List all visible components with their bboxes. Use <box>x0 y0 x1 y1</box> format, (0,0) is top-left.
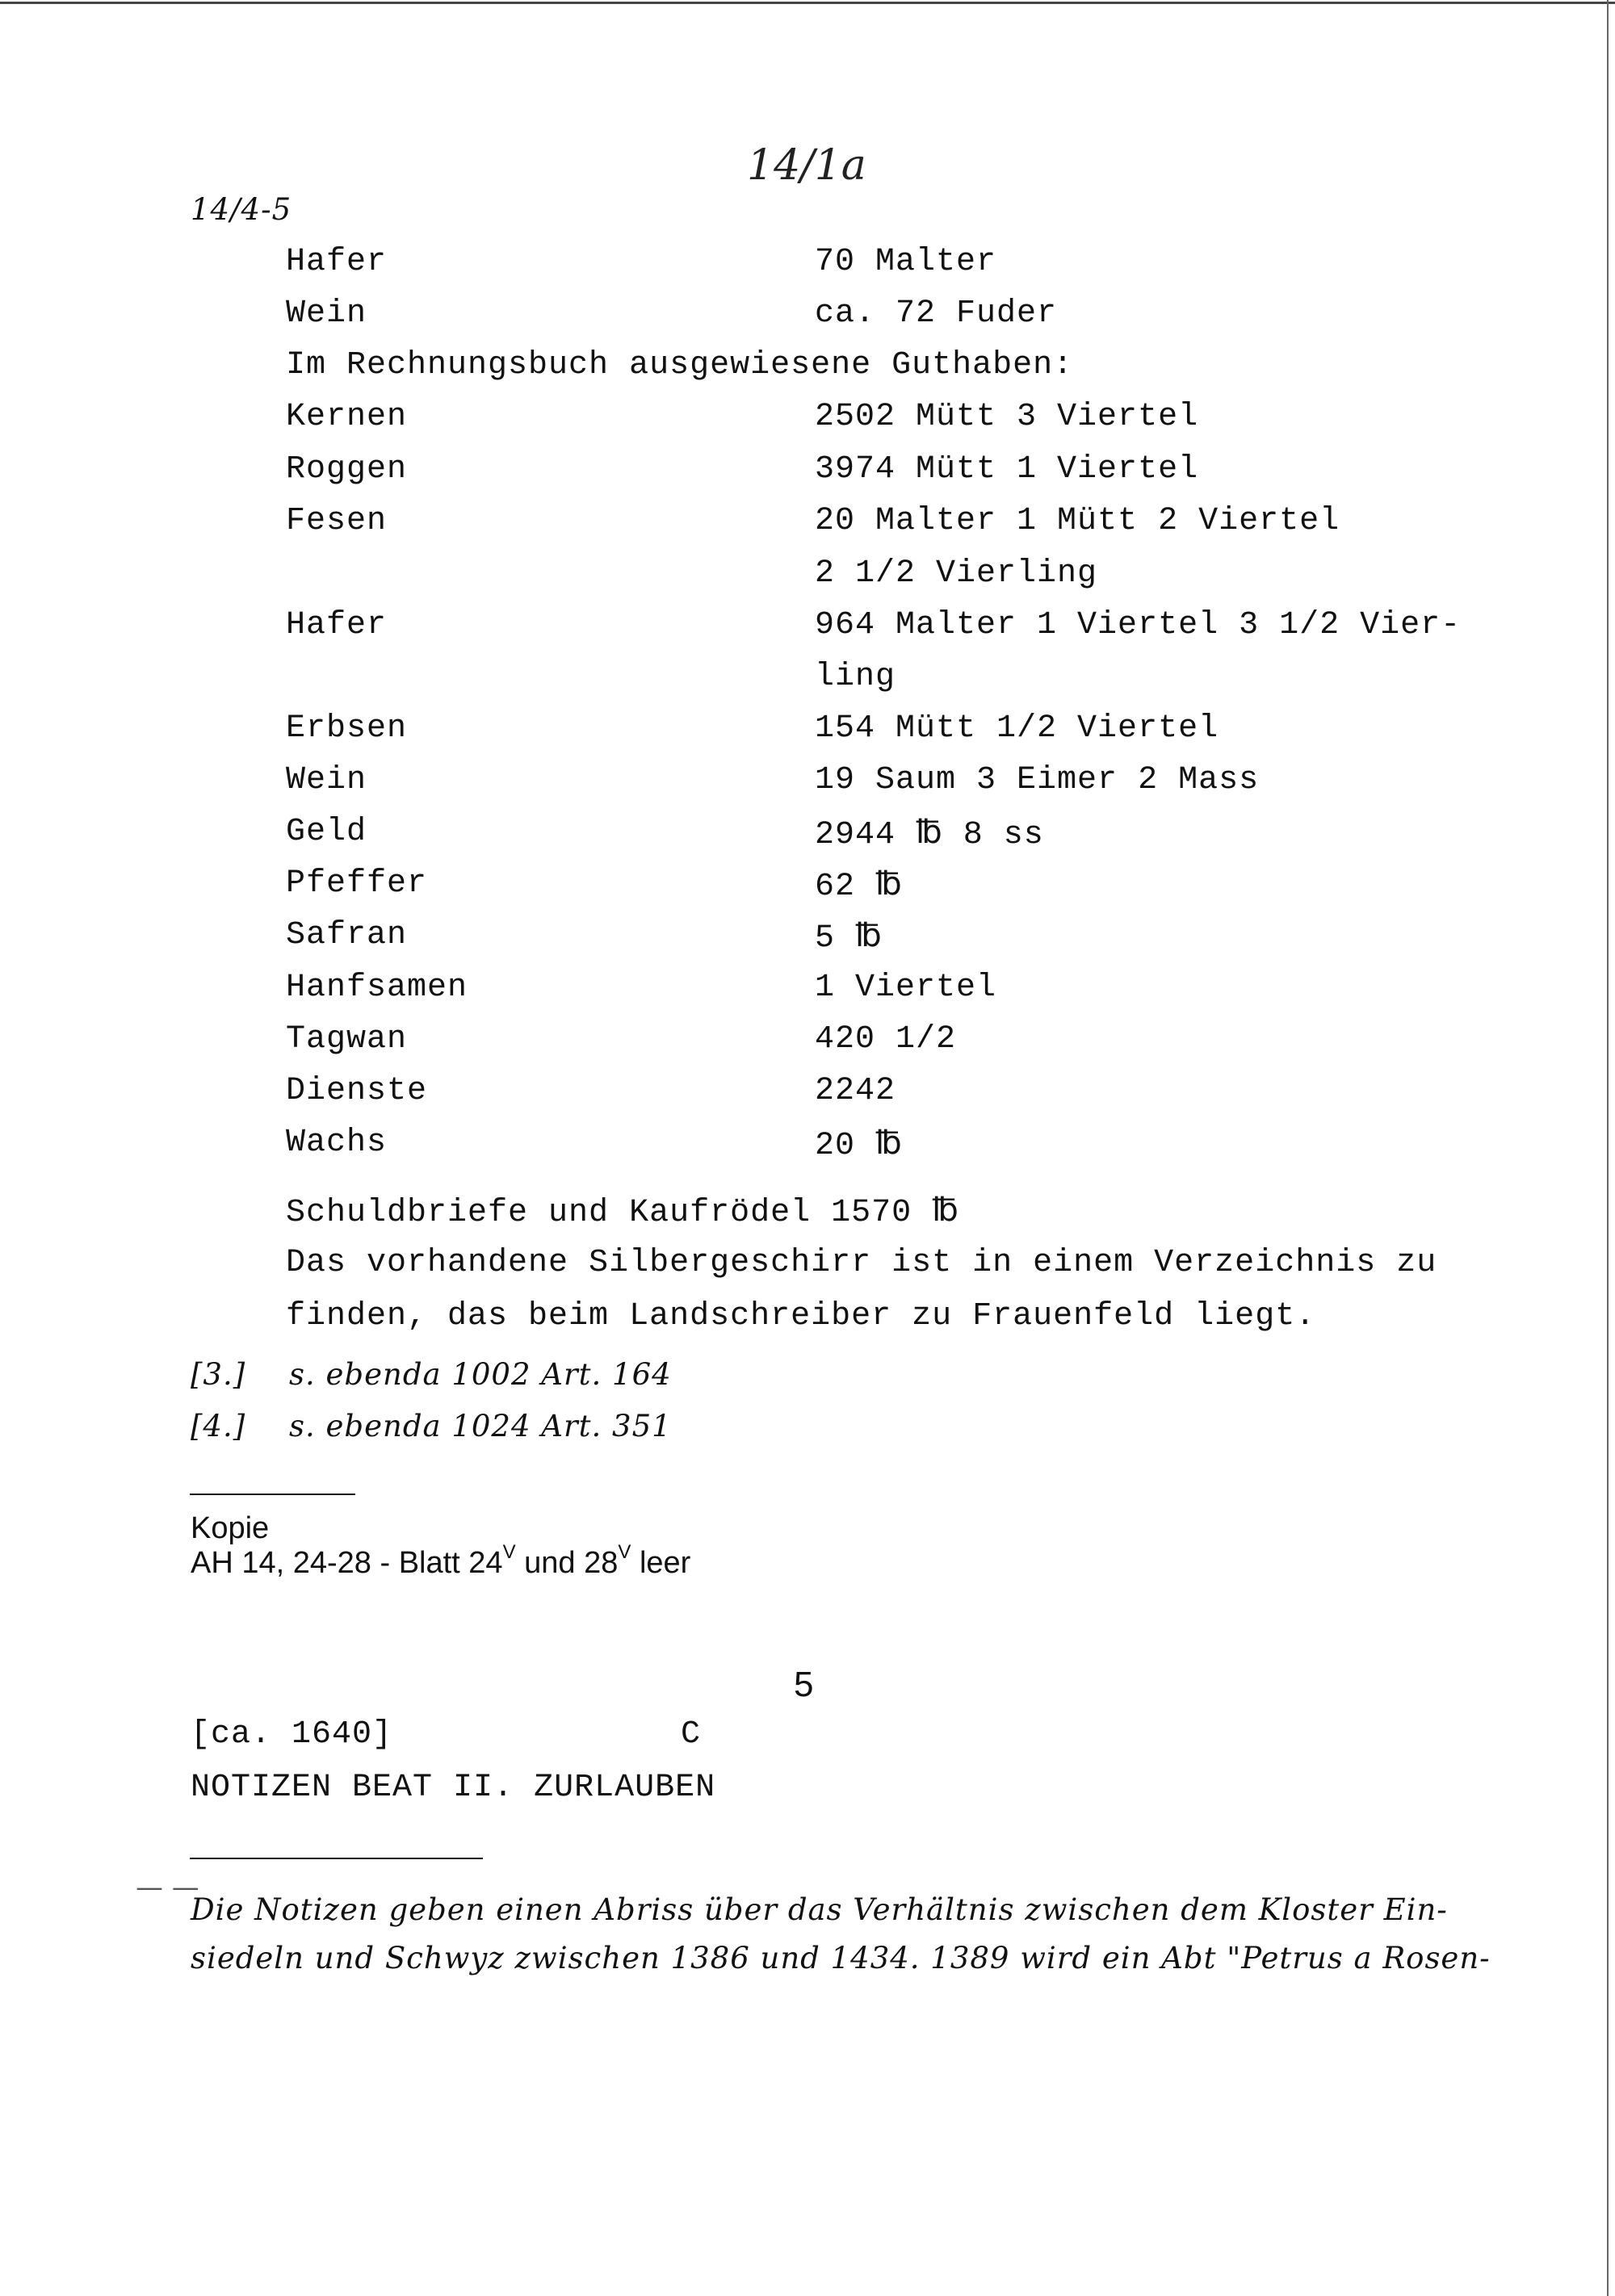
divider <box>190 1494 355 1495</box>
item-value: 2 1/2 Vierling <box>815 555 1098 592</box>
item-label: Wachs <box>286 1125 388 1161</box>
note-text: s. ebenda 1024 Art. 351 <box>289 1409 672 1443</box>
item-label: Geld <box>286 814 367 850</box>
document-date: [ca. 1640] <box>191 1716 393 1753</box>
margin-dash: — — <box>136 1871 199 1904</box>
item-label: Dienste <box>286 1073 428 1109</box>
item-value: 2944 ℔ 8 ss <box>815 817 1044 853</box>
item-value: ling <box>815 659 896 695</box>
list-item <box>0 659 1615 699</box>
item-label: Hafer <box>286 607 388 643</box>
kopie-label: Kopie <box>191 1511 270 1545</box>
verso-mark: V <box>618 1541 631 1563</box>
list-item <box>0 1073 1615 1113</box>
item-label: Tagwan <box>286 1021 408 1058</box>
item-value: ca. 72 Fuder <box>815 295 1058 332</box>
section-heading: Im Rechnungsbuch ausgewiesene Guthaben: <box>286 347 1074 383</box>
list-item <box>0 451 1615 492</box>
item-label: Hanfsamen <box>286 970 468 1006</box>
divider <box>190 1858 483 1859</box>
item-value: 3974 Mütt 1 Viertel <box>815 451 1199 488</box>
item-value: 154 Mütt 1/2 Viertel <box>815 710 1219 747</box>
list-item <box>0 607 1615 647</box>
source-suffix: leer <box>631 1546 691 1580</box>
list-item <box>0 1125 1615 1165</box>
paragraph-line: finden, das beim Landschreiber zu Frauenfeld liegt. <box>286 1298 1316 1334</box>
item-label: Roggen <box>286 451 408 488</box>
verso-mark: V <box>502 1541 516 1563</box>
source-mid: und 28 <box>515 1546 619 1580</box>
item-value: 19 Saum 3 Eimer 2 Mass <box>815 762 1260 798</box>
source-prefix: AH 14, 24-28 - Blatt 24 <box>191 1546 503 1580</box>
item-value: 5 ℔ <box>815 920 883 957</box>
note-number: [4.] <box>191 1409 246 1443</box>
list-item <box>0 244 1615 284</box>
item-label: Hafer <box>286 244 388 280</box>
document-number: 5 <box>794 1665 814 1704</box>
list-item <box>0 1021 1615 1062</box>
note-number: [3.] <box>191 1357 246 1392</box>
item-label: Fesen <box>286 503 388 539</box>
item-label: Safran <box>286 917 408 953</box>
item-value: 2502 Mütt 3 Viertel <box>815 399 1199 435</box>
list-item <box>0 503 1615 543</box>
item-value: 1 Viertel <box>815 970 997 1006</box>
list-item <box>0 710 1615 751</box>
scan-edge-top <box>0 2 1615 4</box>
item-value: 2242 <box>815 1073 896 1109</box>
list-item <box>0 865 1615 906</box>
note-text: s. ebenda 1002 Art. 164 <box>289 1357 672 1392</box>
document-letter: C <box>681 1716 702 1753</box>
header-reference: 14/4-5 <box>191 192 292 227</box>
item-value: 964 Malter 1 Viertel 3 1/2 Vier- <box>815 607 1462 643</box>
item-label: Wein <box>286 295 367 332</box>
item-label: Kernen <box>286 399 408 435</box>
list-item <box>0 295 1615 336</box>
abstract-line: siedeln und Schwyz zwischen 1386 und 1434. 1389 wird ein Abt "Petrus a Rosen- <box>191 1941 1491 1975</box>
item-label: Pfeffer <box>286 865 428 902</box>
list-item <box>0 555 1615 596</box>
paragraph-line: Das vorhandene Silbergeschirr ist in einem Verzeichnis zu <box>286 1245 1437 1281</box>
list-item <box>0 970 1615 1010</box>
list-item <box>0 917 1615 957</box>
item-value: 70 Malter <box>815 244 997 280</box>
abstract-line: Die Notizen geben einen Abriss über das Verhältnis zwischen dem Kloster Ein- <box>191 1892 1448 1927</box>
document-title: NOTIZEN BEAT II. ZURLAUBEN <box>191 1770 716 1806</box>
list-item <box>0 399 1615 439</box>
item-label: Wein <box>286 762 367 798</box>
schuldbriefe-line: Schuldbriefe und Kaufrödel 1570 ℔ <box>286 1195 959 1231</box>
item-label: Erbsen <box>286 710 408 747</box>
handwritten-archive-note: 14/1a <box>747 141 866 190</box>
item-value: 20 ℔ <box>815 1128 903 1164</box>
source-line <box>191 1541 691 1581</box>
item-value: 20 Malter 1 Mütt 2 Viertel <box>815 503 1340 539</box>
item-value: 420 1/2 <box>815 1021 957 1058</box>
item-value: 62 ℔ <box>815 869 903 905</box>
list-item <box>0 814 1615 854</box>
list-item <box>0 762 1615 802</box>
